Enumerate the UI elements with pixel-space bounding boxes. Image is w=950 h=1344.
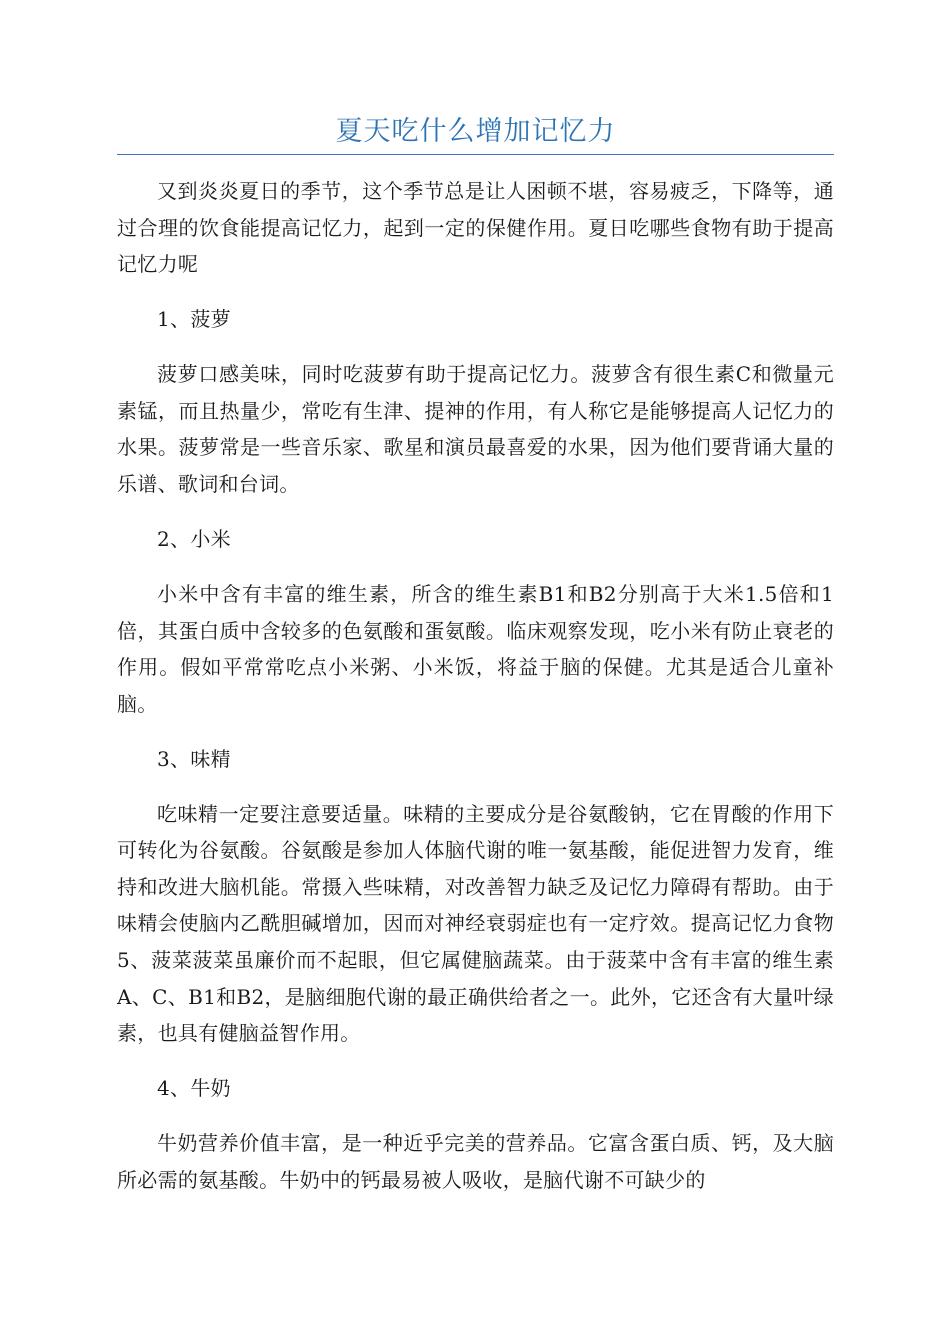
section-heading-milk: 4、牛奶: [157, 1076, 231, 1101]
section-heading-millet: 2、小米: [157, 526, 231, 551]
page-title: 夏天吃什么增加记忆力: [335, 116, 616, 147]
section-text-pineapple: 菠萝口感美味，同时吃菠萝有助于提高记忆力。菠萝含有很生素C和微量元素锰，而且热量少，常吃有生津、提神的作用，有人称它是能够提高人记忆力的水果。菠萝常是一些音乐家、歌星和演员最喜爱的水果，因为他们要背诵大量的乐谱、歌词和台词。: [117, 362, 834, 496]
title-underline: [117, 154, 834, 155]
section-heading-pineapple: 1、菠萝: [157, 307, 231, 332]
section-text-msg: 吃味精一定要注意要适量。味精的主要成分是谷氨酸钠，它在胃酸的作用下可转化为谷氨酸。谷氨酸是参加人体脑代谢的唯一氨基酸，能促进智力发育，维持和改进大脑机能。常摄入些味精，对改善智力缺乏及记忆力障碍有帮助。由于味精会使脑内乙酰胆碱增加，因而对神经衰弱症也有一定疗效。提高记忆力食物5、菠菜菠菜虽廉价而不起眼，但它属健脑蔬菜。由于菠菜中含有丰富的维生素A、C、B1和B2，是脑细胞代谢的最正确供给者之一。此外，它还含有大量叶绿素，也具有健脑益智作用。: [117, 801, 834, 1046]
section-text-milk: 牛奶营养价值丰富，是一种近乎完美的营养品。它富含蛋白质、钙，及大脑所必需的氨基酸。牛奶中的钙最易被人吸收，是脑代谢不可缺少的: [117, 1131, 834, 1192]
section-text-millet: 小米中含有丰富的维生素，所含的维生素B1和B2分别高于大米1.5倍和1倍，其蛋白质中含较多的色氨酸和蛋氨酸。临床观察发现，吃小米有防止衰老的作用。假如平常常吃点小米粥、小米饭，将益于脑的保健。尤其是适合儿童补脑。: [117, 581, 834, 716]
intro-paragraph: 又到炎炎夏日的季节，这个季节总是让人困顿不堪，容易疲乏，下降等，通过合理的饮食能提高记忆力，起到一定的保健作用。夏日吃哪些食物有助于提高记忆力呢: [117, 179, 834, 277]
section-heading-msg: 3、味精: [157, 746, 231, 771]
article-body: [117, 173, 834, 1217]
